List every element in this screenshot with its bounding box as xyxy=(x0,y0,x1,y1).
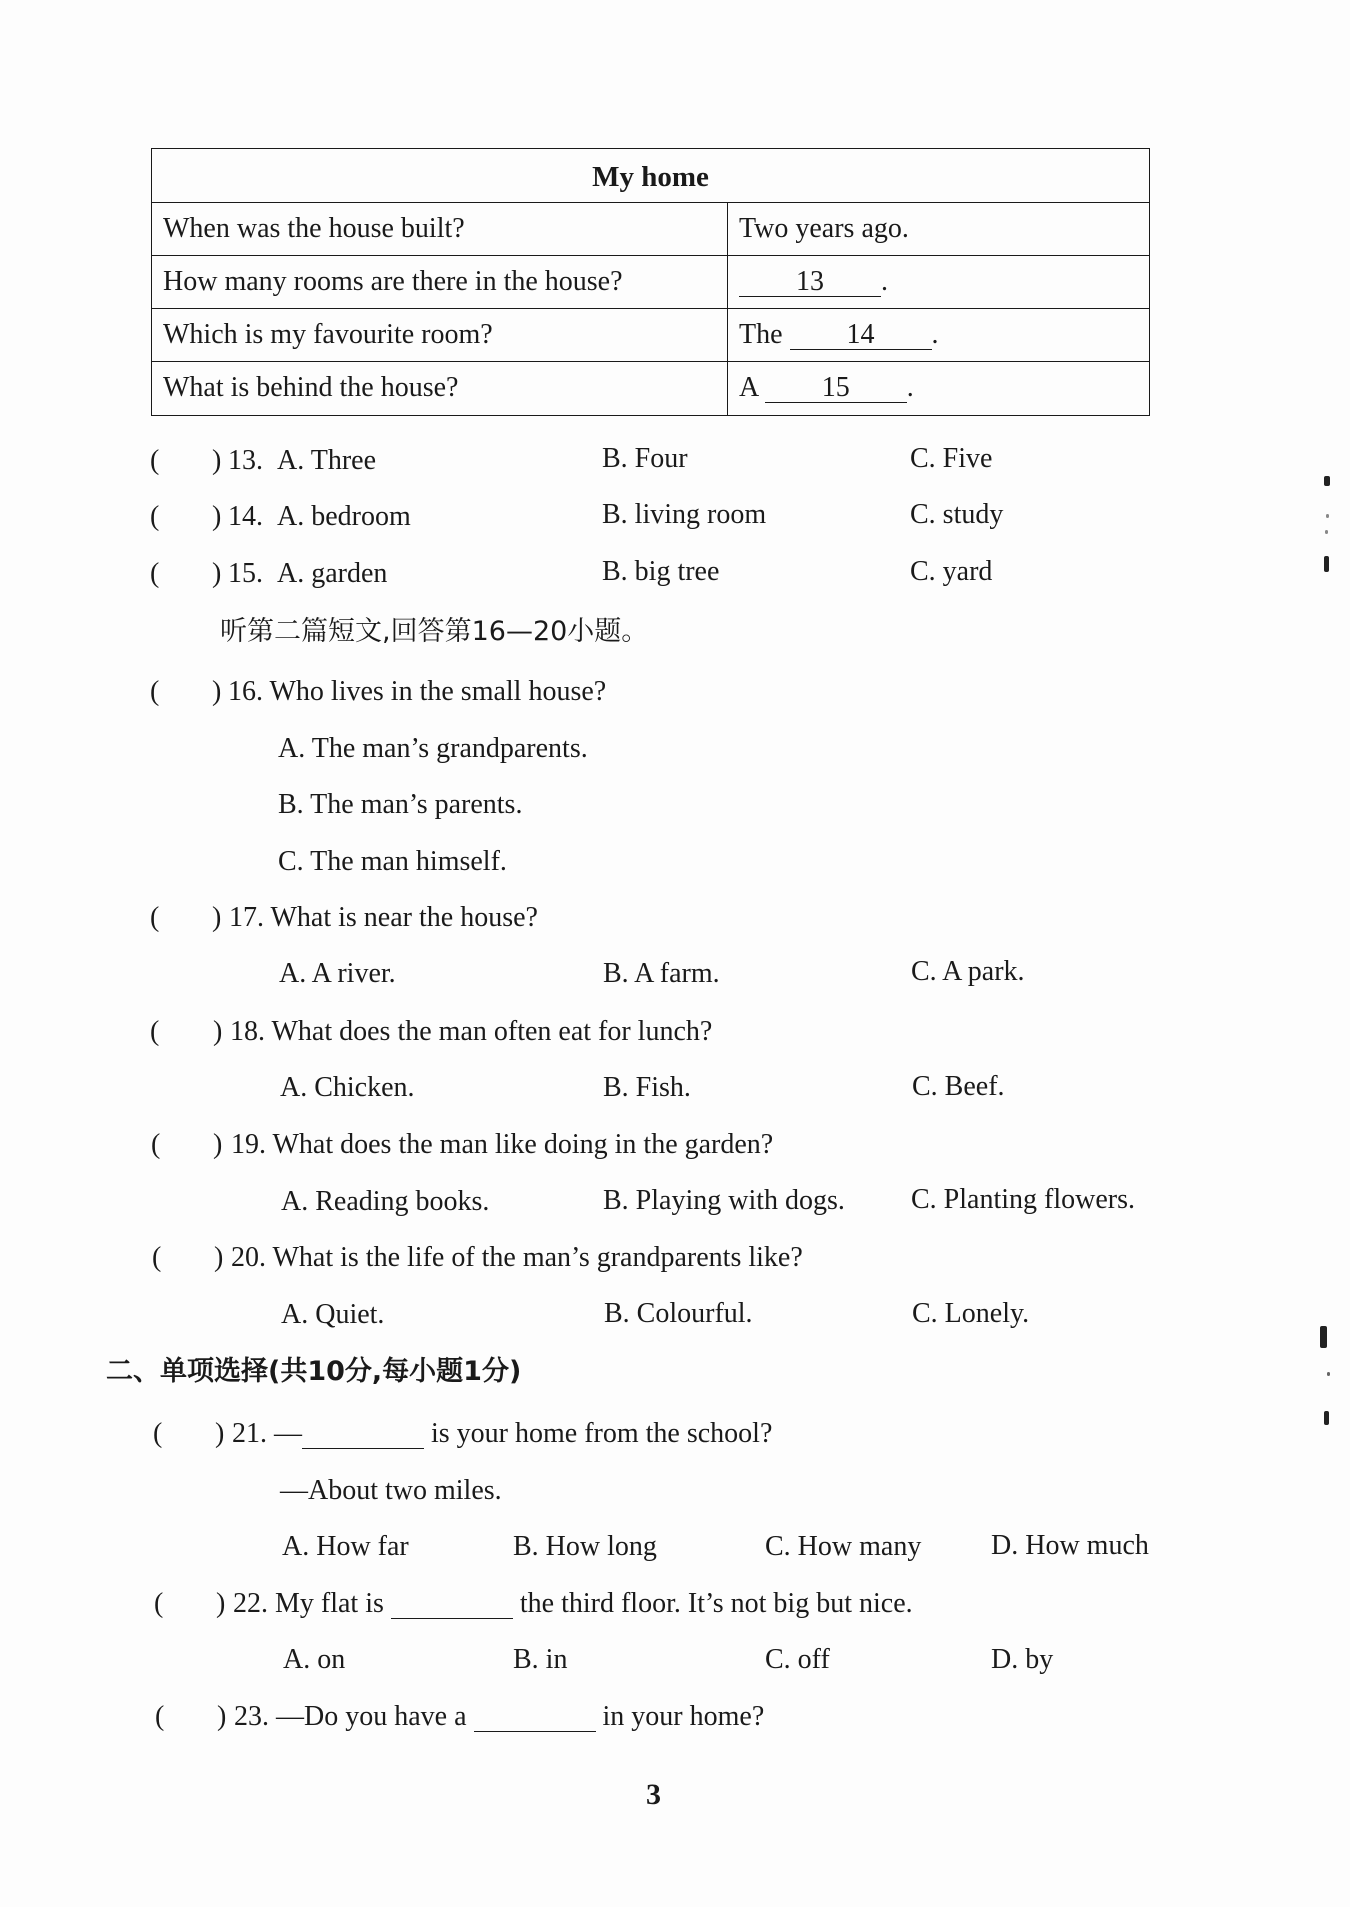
table-question: What is behind the house? xyxy=(163,372,459,403)
option-b: B. Four xyxy=(602,443,688,474)
scan-mark xyxy=(1325,530,1328,534)
answer-blank[interactable]: 13 xyxy=(739,268,881,297)
option-b: B. A farm. xyxy=(603,958,720,989)
question-number: 13. xyxy=(228,445,263,476)
scan-mark xyxy=(1324,1411,1329,1425)
table-punct: . xyxy=(931,319,939,350)
answer-paren-close: ) xyxy=(213,1129,223,1160)
table-question: How many rooms are there in the house? xyxy=(163,266,623,297)
table-row xyxy=(152,255,1149,309)
table-question: When was the house built? xyxy=(163,213,465,244)
option-c: C. Five xyxy=(910,443,993,474)
answer-paren-close: ) xyxy=(217,1701,227,1732)
answer-paren-open: ( xyxy=(152,1242,162,1273)
option-b: B. The man’s parents. xyxy=(278,789,523,820)
scan-mark xyxy=(1326,514,1329,518)
option-a: A. The man’s grandparents. xyxy=(278,733,588,764)
option-a: A. Reading books. xyxy=(281,1186,490,1217)
question-stem: 17. What is near the house? xyxy=(229,902,538,933)
option-a: A. garden xyxy=(277,558,388,589)
answer-paren-open: ( xyxy=(155,1701,165,1732)
option-b: B. living room xyxy=(602,499,767,530)
answer-blank[interactable] xyxy=(391,1590,513,1619)
option-a: A. A river. xyxy=(279,958,396,989)
question-number: 15. xyxy=(228,558,263,589)
table-column-divider xyxy=(727,202,728,415)
answer-paren-open: ( xyxy=(150,558,160,589)
page-number: 3 xyxy=(646,1778,661,1811)
option-c: C. Beef. xyxy=(912,1071,1005,1102)
answer-paren-close: ) xyxy=(214,1242,224,1273)
answer-paren-open: ( xyxy=(153,1418,163,1449)
option-c: C. How many xyxy=(765,1531,922,1562)
option-c: C. Planting flowers. xyxy=(911,1184,1135,1215)
answer-paren-close: ) xyxy=(212,902,222,933)
table-punct: . xyxy=(881,266,888,297)
answer-paren-close: ) xyxy=(213,1016,223,1047)
question-stem: 19. What does the man like doing in the garden? xyxy=(231,1129,774,1160)
table-row xyxy=(152,308,1149,362)
answer-blank[interactable] xyxy=(302,1420,424,1449)
question-stem-rest: is your home from the school? xyxy=(431,1418,773,1449)
answer-paren-close: ) xyxy=(212,445,222,476)
my-home-table xyxy=(151,148,1150,416)
option-c: C. yard xyxy=(910,556,993,587)
table-answer: Two years ago. xyxy=(739,213,909,244)
option-a: A. Chicken. xyxy=(280,1072,415,1103)
answer-paren-open: ( xyxy=(154,1588,164,1619)
answer-paren-close: ) xyxy=(212,676,222,707)
question-number: 21. — xyxy=(232,1418,302,1449)
question-stem-line xyxy=(234,1700,764,1734)
table-answer-cell xyxy=(739,309,939,361)
question-stem-line xyxy=(232,1417,772,1451)
option-b: B. Playing with dogs. xyxy=(603,1185,845,1216)
answer-paren-close: ) xyxy=(212,558,222,589)
table-title: My home xyxy=(592,161,709,193)
option-b: B. How long xyxy=(513,1531,657,1562)
question-number: 23. —Do you have a xyxy=(234,1701,467,1732)
answer-paren-open: ( xyxy=(150,676,160,707)
option-c: C. Lonely. xyxy=(912,1298,1030,1329)
scan-mark xyxy=(1324,476,1330,486)
answer-paren-open: ( xyxy=(150,445,160,476)
table-row xyxy=(152,202,1149,256)
scan-mark xyxy=(1324,556,1329,572)
scan-mark xyxy=(1320,1326,1327,1348)
question-number: 22. My flat is xyxy=(233,1588,384,1619)
question-stem: 20. What is the life of the man’s grandparents like? xyxy=(231,1242,803,1273)
answer-blank[interactable]: 15 xyxy=(765,374,907,403)
section-title: 二、单项选择(共10分,每小题1分) xyxy=(106,1356,522,1387)
answer-paren-open: ( xyxy=(150,501,160,532)
table-row xyxy=(152,361,1149,416)
question-stem-line xyxy=(233,1587,913,1621)
answer-blank[interactable]: 14 xyxy=(790,321,932,350)
scan-mark xyxy=(1327,1372,1330,1376)
option-c: C. The man himself. xyxy=(278,846,507,877)
question-stem-rest: in your home? xyxy=(602,1701,765,1732)
table-question: Which is my favourite room? xyxy=(163,319,493,350)
option-b: B. Fish. xyxy=(603,1072,691,1103)
option-a: A. How far xyxy=(282,1531,409,1562)
dialogue-reply: —About two miles. xyxy=(280,1475,502,1506)
question-stem: 16. Who lives in the small house? xyxy=(228,676,607,707)
passage-instruction: 听第二篇短文,回答第16—20小题。 xyxy=(220,616,649,647)
option-a: A. Three xyxy=(277,445,376,476)
answer-paren-close: ) xyxy=(215,1418,225,1449)
table-answer-cell xyxy=(739,256,888,308)
table-answer-cell xyxy=(739,362,914,414)
question-stem: 18. What does the man often eat for lunch? xyxy=(230,1016,713,1047)
option-c: C. study xyxy=(910,499,1004,530)
table-prefix: The xyxy=(739,319,783,350)
option-c: C. A park. xyxy=(911,956,1025,987)
option-d: D. by xyxy=(991,1644,1054,1675)
question-number: 14. xyxy=(228,501,263,532)
option-b: B. Colourful. xyxy=(604,1298,753,1329)
answer-paren-open: ( xyxy=(150,902,160,933)
table-prefix: A xyxy=(739,372,758,403)
option-c: C. off xyxy=(765,1644,830,1675)
option-a: A. bedroom xyxy=(277,501,411,532)
answer-paren-close: ) xyxy=(216,1588,226,1619)
answer-paren-open: ( xyxy=(151,1129,161,1160)
question-stem-rest: the third floor. It’s not big but nice. xyxy=(519,1588,913,1619)
option-b: B. big tree xyxy=(602,556,720,587)
table-punct: . xyxy=(906,372,914,403)
option-b: B. in xyxy=(513,1644,568,1675)
option-a: A. on xyxy=(283,1644,346,1675)
answer-paren-close: ) xyxy=(212,501,222,532)
option-a: A. Quiet. xyxy=(281,1299,385,1330)
option-d: D. How much xyxy=(991,1530,1149,1561)
answer-blank[interactable] xyxy=(474,1703,596,1732)
answer-paren-open: ( xyxy=(150,1016,160,1047)
